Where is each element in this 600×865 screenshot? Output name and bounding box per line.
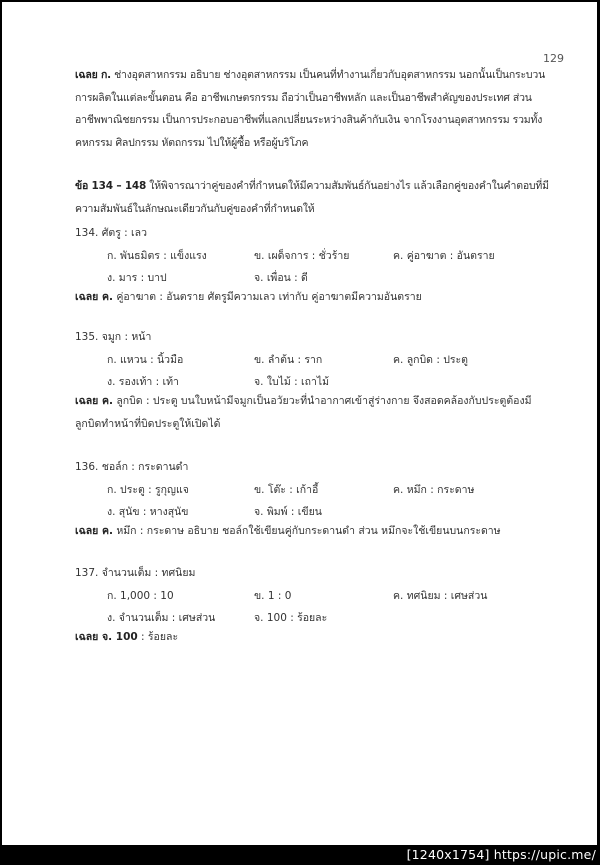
option-b: ข. เผด็จการ : ชั่วร้าย [254,250,350,262]
option-a: ก. พันธมิตร : แข็งแรง [107,250,207,262]
answer-label: เฉลย จ. 100 [75,631,138,643]
question-title: 136. ชอล์ก : กระดานดำ [75,461,189,473]
option-a: ก. ประตู : รูกุญแจ [107,484,189,496]
answer-label: เฉลย ค. [75,291,113,303]
answer-text: คู่อาฆาต : อันตราย ศัตรูมีความเลว เท่ากับ คู่อาฆาตมีความอันตราย [113,291,422,303]
option-c: ค. ลูกบิด : ประตู [393,354,468,366]
option-d: ง. รองเท้า : เท้า [107,376,179,388]
intro-answer [75,64,555,154]
option-e: จ. เพื่อน : ดี [254,272,308,284]
instruction-text: ให้พิจารณาว่าคู่ของคำที่กำหนดให้มีความสัมพันธ์กันอย่างไร แล้วเลือกคู่ของคำในคำตอบที่มีความสัมพันธ์ในลักษณะเดียวกันกับคู่ของคำที่กำหนดให้ [75,180,549,215]
option-b: ข. ลำต้น : ราก [254,354,323,366]
option-e: จ. 100 : ร้อยละ [254,612,328,624]
page-number: 129 [543,52,564,65]
option-a: ก. แหวน : นิ้วมือ [107,354,184,366]
answer-label: เฉลย ค. [75,395,113,407]
question-answer [75,286,555,309]
instruction [75,175,555,220]
answer-text: ลูกบิด : ประตู บนใบหน้ามีจมูกเป็นอวัยวะที่นำอากาศเข้าสู่ร่างกาย จึงสอดคล้องกับประตูต้องมีลูกบิดทำหน้าที่บิดประตูให้เปิดได้ [75,395,532,430]
question-title: 134. ศัตรู : เลว [75,227,147,239]
question-answer [75,626,555,649]
option-b: ข. โต๊ะ : เก้าอี้ [254,484,319,496]
option-d: ง. จำนวนเต็ม : เศษส่วน [107,612,216,624]
option-d: ง. มาร : บาป [107,272,167,284]
option-e: จ. พิมพ์ : เขียน [254,506,322,518]
question-title: 137. จำนวนเต็ม : ทศนิยม [75,567,196,579]
option-c: ค. คู่อาฆาต : อันตราย [393,250,495,262]
instruction-label: ข้อ 134 – 148 [75,180,147,192]
question-answer [75,390,555,435]
option-d: ง. สุนัข : หางสุนัข [107,506,189,518]
option-e: จ. ใบไม้ : เถาไม้ [254,376,330,388]
footer-text: [1240x1754] https://upic.me/ [406,847,596,862]
option-c: ค. หมึก : กระดาษ [393,484,475,496]
document-page [2,2,597,845]
answer-label: เฉลย ค. [75,525,113,537]
option-b: ข. 1 : 0 [254,590,292,602]
answer-label: เฉลย ก. [75,69,111,81]
option-a: ก. 1,000 : 10 [107,590,174,602]
option-c: ค. ทศนิยม : เศษส่วน [393,590,488,602]
answer-text: : ร้อยละ [137,631,179,643]
question-title: 135. จมูก : หน้า [75,331,152,343]
question-answer [75,520,555,543]
answer-text: ช่างอุตสาหกรรม อธิบาย ช่างอุตสาหกรรม เป็นคนที่ทำงานเกี่ยวกับอุตสาหกรรม นอกนั้นเป็นกระบวนการผลิตในแต่ละขั้นตอน คือ อาชีพเกษตรกรรม ถือว่าเป็นอาชีพหลัก และเป็นอาชีพสำคัญของประเทศ ส่วนอาชีพพาณิชยกรรม เป็นการประกอบอาชีพที่แลกเปลี่ยนระหว่างสินค้ากับเงิน จากโรงงานอุตสาหกรรม รวมทั้ง คหกรรม ศิลปกรรม หัตถกรรม ไปให้ผู้ซื้อ หรือผู้บริโภค [75,69,546,149]
image-host-footer [0,845,600,865]
answer-text: หมึก : กระดาษ อธิบาย ชอล์กใช้เขียนคู่กับกระดานดำ ส่วน หมึกจะใช้เขียนบนกระดาษ [113,525,501,537]
